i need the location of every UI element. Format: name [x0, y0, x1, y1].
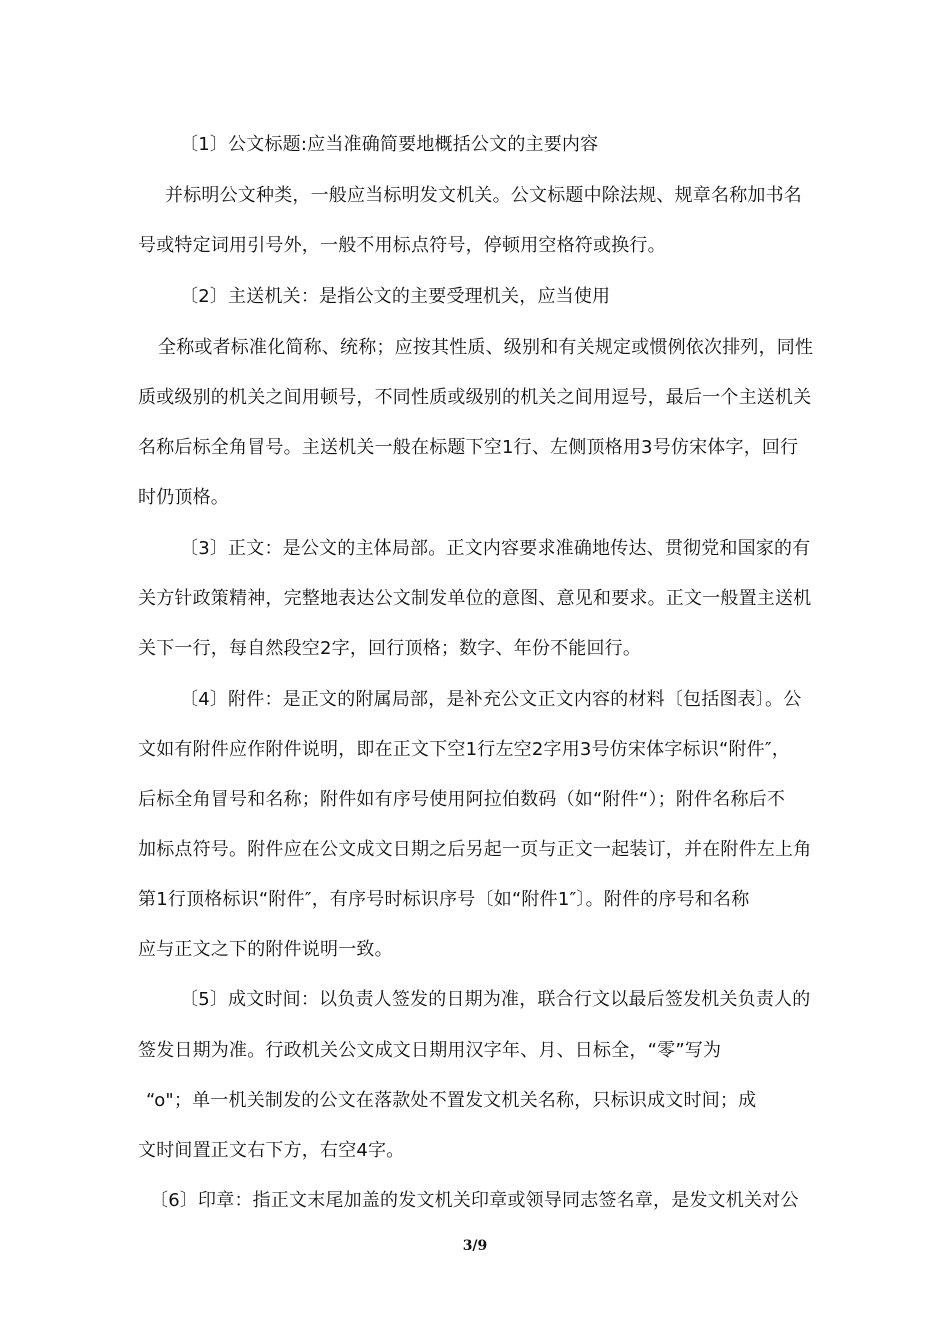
text-line: 后标全角冒号和名称；附件如有序号使用阿拉伯数码（如“附件“）；附件名称后不 — [138, 789, 786, 810]
text-line: 质或级别的机关之间用顿号，不同性质或级别的机关之间用逗号，最后一个主送机关 — [138, 387, 812, 408]
text-line: 〔5〕成文时间：以负责人签发的日期为准，联合行文以最后签发机关负责人的 — [180, 989, 811, 1010]
text-line: 关下一行，每自然段空2字，回行顶格；数字、年份不能回行。 — [138, 638, 642, 659]
text-line: 时仍顶格。 — [138, 487, 229, 508]
text-line: 并标明公文种类，一般应当标明发文机关。公文标题中除法规、规章名称加书名 — [165, 185, 802, 206]
text-line: 名称后标全角冒号。主送机关一般在标题下空1行、左侧顶格用3号仿宋体字，回行 — [138, 437, 799, 458]
text-line: 〔2〕主送机关：是指公文的主要受理机关，应当使用 — [180, 286, 611, 307]
text-line: 应与正文之下的附件说明一致。 — [138, 939, 393, 960]
page-number: 3/9 — [462, 1238, 488, 1254]
text-line: 全称或者标准化简称、统称；应按其性质、级别和有关规定或惯例依次排列，同性 — [158, 337, 814, 358]
text-line: 〔6〕印章：指正文末尾加盖的发文机关印章或领导同志签名章，是发文机关对公 — [150, 1190, 799, 1211]
text-line: 文如有附件应作附件说明，即在正文下空1行左空2字用3号仿宋体字标识“附件″， — [138, 739, 791, 760]
text-line: 关方针政策精神，完整地表达公文制发单位的意图、意见和要求。正文一般置主送机 — [138, 588, 812, 609]
text-line: 〔1〕公文标题:应当准确简要地概括公文的主要内容 — [180, 134, 599, 155]
text-line: 文时间置正文右下方，右空4字。 — [138, 1140, 405, 1161]
text-line: “o"；单一机关制发的公文在落款处不置发文机关名称，只标识成文时间；成 — [146, 1090, 757, 1111]
text-line: 第1行顶格标识“附件″，有序号时标识序号〔如“附件1″〕。附件的序号和名称 — [138, 889, 750, 910]
text-line: 号或特定词用引号外，一般不用标点符号，停顿用空格符或换行。 — [138, 235, 666, 256]
text-line: 加标点符号。附件应在公文成文日期之后另起一页与正文一起装订，并在附件左上角 — [138, 839, 812, 860]
text-line: 〔3〕正文：是公文的主体局部。正文内容要求准确地传达、贯彻党和国家的有 — [180, 538, 811, 559]
text-line: 〔4〕附件：是正文的附属局部，是补充公文正文内容的材料〔包括图表〕。公 — [180, 689, 802, 710]
text-line: 签发日期为准。行政机关公文成文日期用汉字年、月、日标全，“零”写为 — [138, 1040, 722, 1061]
